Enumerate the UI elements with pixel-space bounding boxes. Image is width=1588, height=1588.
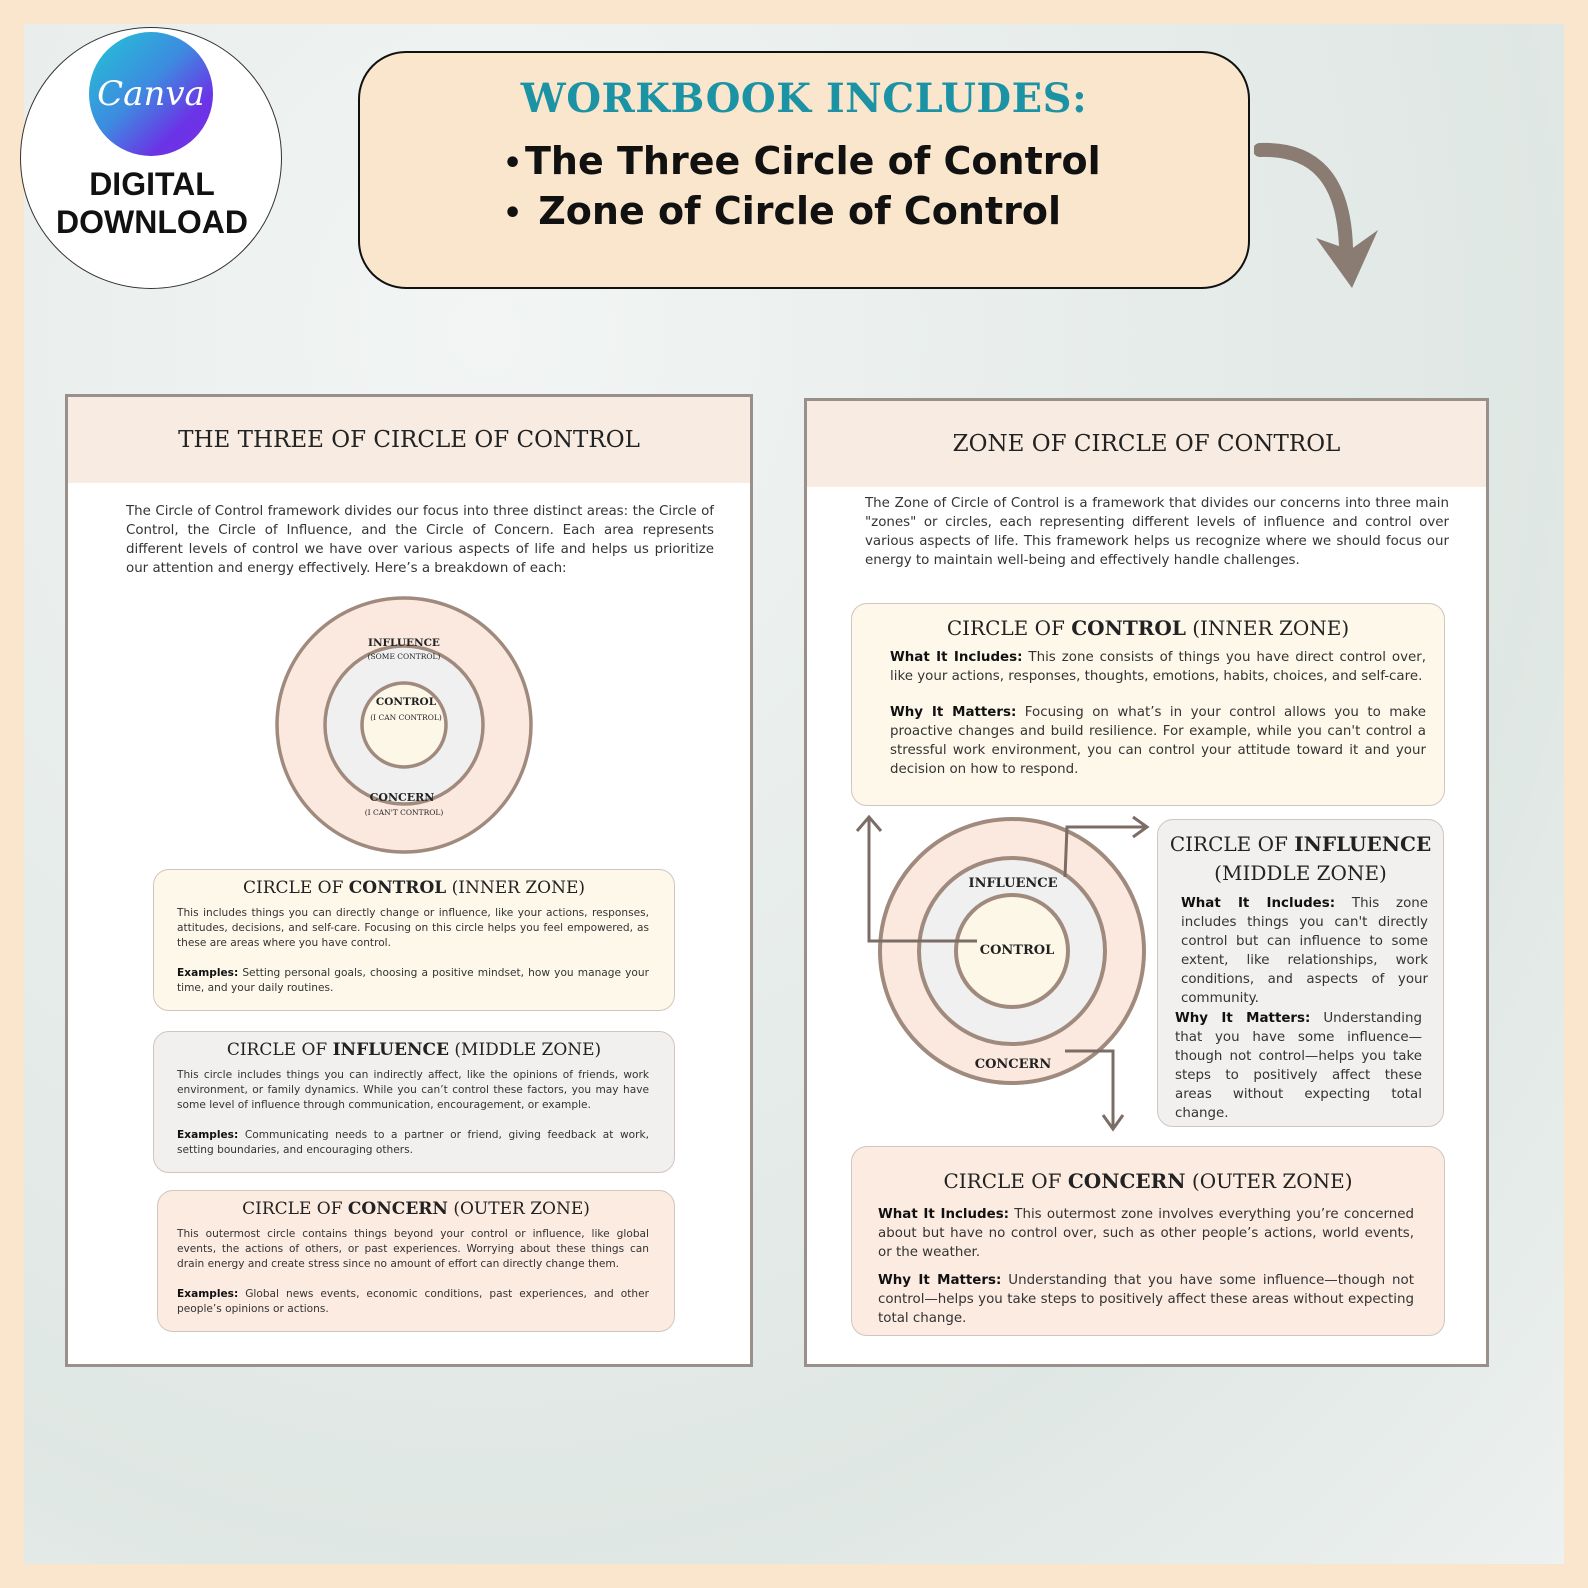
concern-label: CONCERN xyxy=(974,1057,1052,1072)
page2-title: ZONE OF CIRCLE OF CONTROL xyxy=(807,401,1486,487)
card-examples: Examples: Communicating needs to a partner or friend, giving feedback at work, setting boundaries, and encouraging others. xyxy=(177,1129,649,1156)
card-title: CIRCLE OF CONTROL (INNER ZONE) xyxy=(243,878,585,898)
canva-logo-text: Canva xyxy=(97,74,205,114)
badge-line-1: DIGITAL xyxy=(89,166,215,202)
influence-label: INFLUENCE xyxy=(368,637,440,649)
influence-zone-card xyxy=(153,1031,675,1173)
workbook-includes-panel xyxy=(358,51,1250,289)
card-what: What It Includes: This zone consists of things you have direct control over, like your actions, responses, thoughts, emotions, habits, choices, and self-care. xyxy=(890,650,1427,684)
concern-zone-card xyxy=(157,1190,675,1332)
card-what: What It Includes: This outermost zone involves everything you’re concerned about but have no control over, such as other people’s actions, world events, or the weather. xyxy=(878,1207,1414,1260)
card-examples: Examples: Global news events, economic conditions, past experiences, and other people’s opinions or actions. xyxy=(177,1288,649,1315)
card-why: Why It Matters: Understanding that you have some influence—though not control—helps you take steps to positively affect these areas without expecting total change. xyxy=(1175,1011,1422,1121)
page2-intro: The Zone of Circle of Control is a framework that divides our concerns into three main "zones" or circles, each representing different levels of influence and control over various aspects of life. This framework helps us recognize where we should focus our energy to maintain well-being and effectively handle challenges. xyxy=(865,496,1449,568)
card-title: CIRCLE OF INFLUENCE (MIDDLE ZONE) xyxy=(226,1040,602,1060)
badge-text xyxy=(21,165,283,241)
workbook-title: WORKBOOK INCLUDES: xyxy=(520,75,1088,122)
page1-intro: The Circle of Control framework divides our focus into three distinct areas: the Circle of Control, the Circle of Influence, and the Circle of Concern. Each area represents different levels of control we have over various aspects of life and helps us prioritize our attention and energy effectively. Here’s a breakdown of each: xyxy=(126,504,714,576)
card-text: This circle includes things you can indirectly affect, like the opinions of friends, work environment, or family dynamics. While you can’t control these factors, you may have some level of influence through communication, encouragement, or example. xyxy=(177,1069,649,1111)
control-zone-card xyxy=(851,603,1445,806)
curved-arrow-icon xyxy=(1254,138,1394,298)
card-what: What It Includes: This zone includes things you can't directly control but can influence to some extent, like relationships, work conditions, and aspects of your community. xyxy=(1181,896,1428,1006)
influence-label: INFLUENCE xyxy=(968,876,1058,891)
badge-line-2: DOWNLOAD xyxy=(56,204,248,240)
influence-sublabel: (SOME CONTROL) xyxy=(367,652,441,661)
canva-logo-icon xyxy=(89,32,213,156)
card-title: CIRCLE OF CONTROL (INNER ZONE) xyxy=(946,616,1350,640)
page-three-circles xyxy=(65,394,753,1367)
card-title: CIRCLE OF INFLUENCE (MIDDLE ZONE) xyxy=(1169,832,1432,885)
influence-zone-card xyxy=(1157,819,1444,1127)
concern-sublabel: (I CAN'T CONTROL) xyxy=(364,808,444,817)
zone-circles-diagram xyxy=(847,809,1167,1149)
card-examples: Examples: Setting personal goals, choosing a positive mindset, how you manage your time, and your daily routines. xyxy=(177,967,649,994)
bullet-icon: • xyxy=(503,146,523,181)
control-label: CONTROL xyxy=(979,943,1055,958)
page1-title: THE THREE OF CIRCLE OF CONTROL xyxy=(68,397,750,483)
control-zone-card xyxy=(153,869,675,1011)
card-why: Why It Matters: Focusing on what’s in your control allows you to make proactive changes and build resilience. For example, while you can't control a stressful work environment, you can control your attitude toward it and your decision on how to respond. xyxy=(890,705,1426,777)
card-title: CIRCLE OF CONCERN (OUTER ZONE) xyxy=(242,1199,590,1219)
concern-label: CONCERN xyxy=(369,791,435,804)
concern-zone-card xyxy=(851,1146,1445,1336)
card-text: This includes things you can directly change or influence, like your actions, responses, attitudes, decisions, and self-care. Focusing on this circle helps you feel empowered, as these are areas where you have control. xyxy=(177,907,649,949)
digital-download-badge xyxy=(20,27,282,289)
card-why: Why It Matters: Understanding that you have some influence—though not control—helps you take steps to positively affect these areas without expecting total change. xyxy=(878,1273,1414,1326)
workbook-item-2: • Zone of Circle of Control xyxy=(503,189,1061,233)
page-zone-circles xyxy=(804,398,1489,1367)
card-title: CIRCLE OF CONCERN (OUTER ZONE) xyxy=(943,1169,1353,1193)
workbook-item-1: •The Three Circle of Control xyxy=(503,139,1101,183)
bullet-icon: • xyxy=(503,196,523,231)
control-sublabel: (I CAN CONTROL) xyxy=(370,713,442,722)
card-text: This outermost circle contains things beyond your control or influence, like global events, the actions of others, or past experiences. Worrying about these things can drain energy and create stress since no amount of effort can directly change them. xyxy=(177,1228,649,1270)
control-label: CONTROL xyxy=(375,696,437,708)
